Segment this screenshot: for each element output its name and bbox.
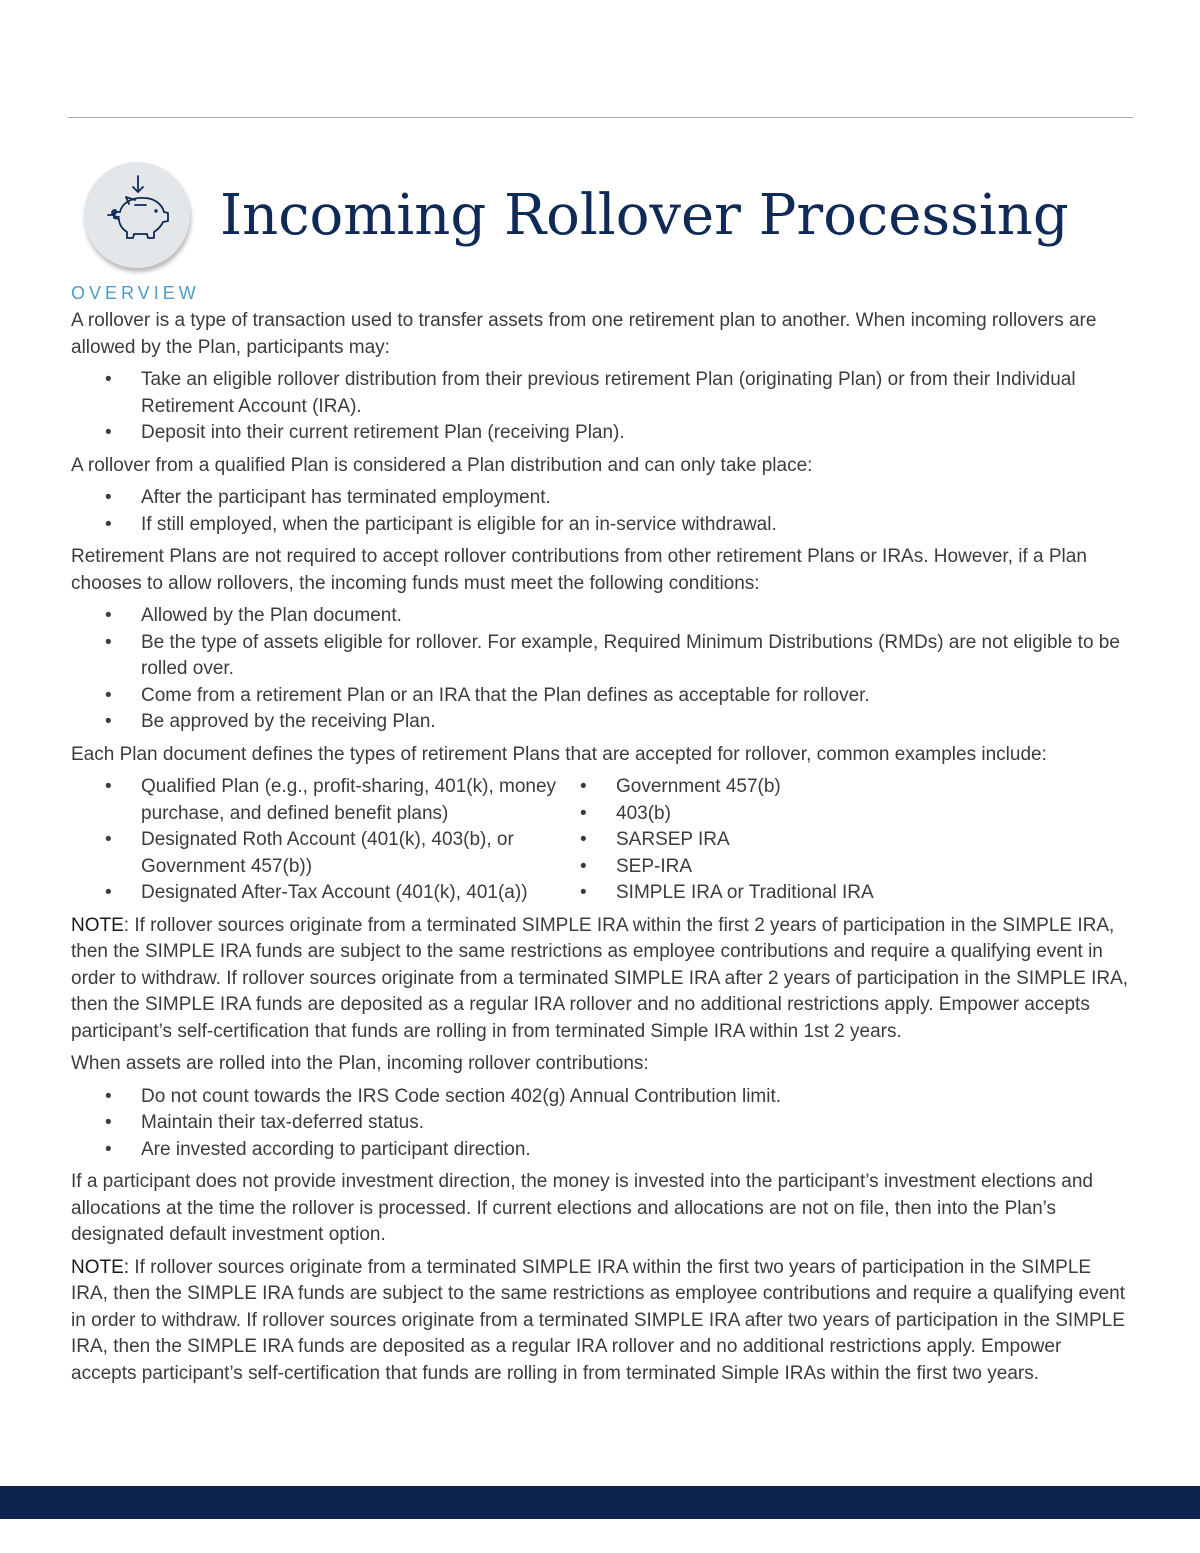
icon-badge <box>84 162 190 268</box>
paragraph-investment-direction: If a participant does not provide investment direction, the money is invested into the participant’s investment elections and allocations at the time the rollover is processed. If current elections and allocations are not on file, then into the Plan’s designated default investment option. <box>71 1171 1094 1245</box>
list-item: • After the participant has terminated employment. <box>71 485 1131 512</box>
paragraph-qualified-plan: A rollover from a qualified Plan is considered a Plan distribution and can only take place: <box>71 454 813 476</box>
list-item: • Be approved by the receiving Plan. <box>71 709 1131 736</box>
list-item: • Come from a retirement Plan or an IRA that the Plan defines as acceptable for rollover. <box>71 683 1131 710</box>
list-item: • Allowed by the Plan document. <box>71 603 1131 630</box>
paragraph-intro: A rollover is a type of transaction used to transfer assets from one retirement plan to another. When incoming rollovers are allowed by the Plan, participants may: <box>71 310 1097 358</box>
list-distribution-conditions <box>71 485 1131 538</box>
list-item: • Government 457(b) <box>576 774 1076 801</box>
list-item: • SEP-IRA <box>576 854 1076 881</box>
note-text: : If rollover sources originate from a terminated SIMPLE IRA within the first 2 years of participation in the SIMPLE IRA, then the SIMPLE IRA funds are subject to the same restrictions as employee contributions and require a qualifying event in order to withdraw. If rollover sources originate from a terminated SIMPLE IRA after 2 years of participation in the SIMPLE IRA, then the SIMPLE IRA funds are deposited as a regular IRA rollover and no additional restrictions apply. Empower accepts participant’s self-certification that funds are rolling in from terminated Simple IRA within 1st 2 years. <box>71 914 1129 1042</box>
paragraph-plan-requirements: Retirement Plans are not required to accept rollover contributions from other retirement Plans or IRAs. However, if a Plan chooses to allow rollovers, the incoming funds must meet the following conditions: <box>71 546 1087 594</box>
list-item: • Be the type of assets eligible for rollover. For example, Required Minimum Distributions (RMDs) are not eligible to be rolled over. <box>71 630 1131 683</box>
note-label: NOTE: <box>71 1256 130 1278</box>
plan-types-columns <box>71 774 1131 907</box>
section-label-overview: OVERVIEW <box>71 283 200 303</box>
list-item: • SIMPLE IRA or Traditional IRA <box>576 880 1076 907</box>
note-text: If rollover sources originate from a terminated SIMPLE IRA within the first two years of participation in the SIMPLE IRA, then the SIMPLE IRA funds are subject to the same restrictions as employee contributions and require a qualifying event in order to withdraw. If rollover sources originate from a terminated SIMPLE IRA after two years of participation in the SIMPLE IRA, then the SIMPLE IRA funds are deposited as a regular IRA rollover and no additional restrictions apply. Empower accepts participant’s self-certification that funds are rolling in from terminated Simple IRAs within the first two years. <box>71 1256 1126 1384</box>
note-simple-ira-1 <box>71 913 1131 1046</box>
note-label: NOTE <box>71 914 124 936</box>
plan-types-right-list <box>576 774 1076 907</box>
list-item: • If still employed, when the participant is eligible for an in-service withdrawal. <box>71 512 1131 539</box>
list-rollover-contributions <box>71 1084 1131 1164</box>
list-item: • 403(b) <box>576 801 1076 828</box>
list-participant-options <box>71 367 1131 447</box>
list-item: • Maintain their tax-deferred status. <box>71 1110 1131 1137</box>
footer-bar <box>0 1486 1200 1519</box>
list-item: • Do not count towards the IRS Code section 402(g) Annual Contribution limit. <box>71 1084 1131 1111</box>
plan-types-left-list <box>71 774 576 907</box>
list-item: • SARSEP IRA <box>576 827 1076 854</box>
paragraph-rolled-assets: When assets are rolled into the Plan, incoming rollover contributions: <box>71 1053 649 1074</box>
list-item: • Are invested according to participant direction. <box>71 1137 1131 1164</box>
note-simple-ira-2 <box>71 1255 1131 1388</box>
page-title: Incoming Rollover Processing <box>220 183 1069 248</box>
list-item: • Deposit into their current retirement Plan (receiving Plan). <box>71 420 1131 447</box>
list-fund-conditions <box>71 603 1131 736</box>
list-item: • Designated Roth Account (401(k), 403(b), or Government 457(b)) <box>71 827 576 880</box>
list-item: • Designated After-Tax Account (401(k), 401(a)) <box>71 880 576 907</box>
list-item: • Qualified Plan (e.g., profit-sharing, 401(k), money purchase, and defined benefit plans) <box>71 774 576 827</box>
paragraph-plan-types: Each Plan document defines the types of retirement Plans that are accepted for rollover, common examples include: <box>71 743 1047 765</box>
header-divider <box>68 117 1133 118</box>
document-body <box>71 308 1131 1393</box>
piggy-bank-deposit-icon <box>84 162 190 268</box>
list-item: • Take an eligible rollover distribution from their previous retirement Plan (originating Plan) or from their Individual Retirement Account (IRA). <box>71 367 1131 420</box>
